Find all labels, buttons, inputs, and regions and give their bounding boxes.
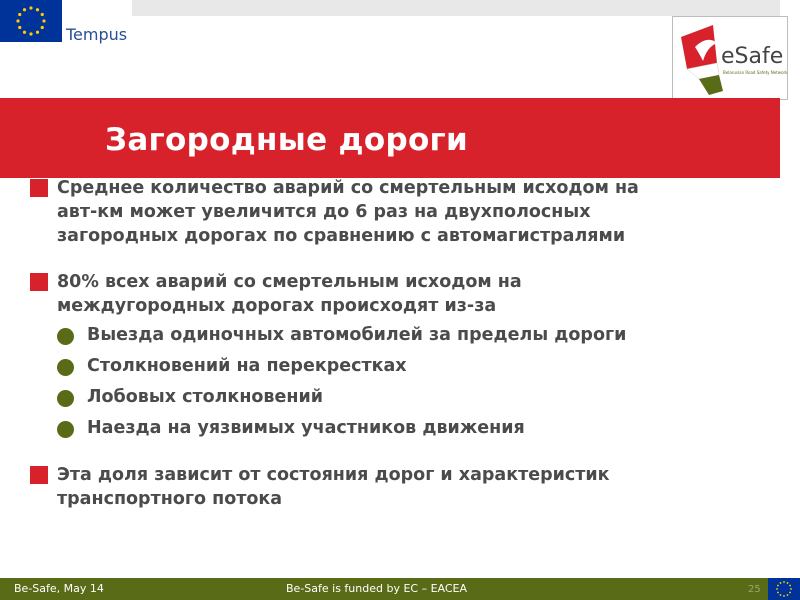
eu-star-icon: [777, 585, 779, 587]
eu-star-icon: [777, 592, 779, 594]
page-number: 25: [748, 584, 761, 595]
top-gray-strip: [132, 0, 780, 16]
bullet-square-3: [30, 466, 48, 484]
eu-star-icon: [787, 582, 789, 584]
eu-star-icon: [23, 31, 26, 34]
bullet-1-line-1: Среднее количество аварий со смертельным исходом на: [57, 178, 639, 198]
sub-bullet-circle-3: [57, 390, 74, 407]
eu-star-icon: [16, 19, 19, 22]
sub-item-2: Столкновений на перекрестках: [87, 356, 407, 376]
bullet-text-1: [57, 176, 757, 248]
eu-star-icon: [783, 581, 785, 583]
bullet-2-line-2: междугородных дорогах происходят из-за: [57, 296, 497, 316]
sub-bullet-circle-1: [57, 328, 74, 345]
sub-item-4: Наезда на уязвимых участников движения: [87, 418, 525, 438]
eu-star-icon: [29, 6, 32, 9]
tempus-label: Tempus: [66, 25, 128, 44]
sub-bullet-circle-4: [57, 421, 74, 438]
bullet-1-line-2: авт-км может увеличится до 6 раз на двухполосных: [57, 202, 591, 222]
eu-star-icon: [41, 13, 44, 16]
eu-star-icon: [787, 594, 789, 596]
bullet-text-3: [57, 463, 757, 511]
bullet-1-line-3: загородных дорогах по сравнению с автомагистралями: [57, 226, 626, 246]
bullet-2-line-1: 80% всех аварий со смертельным исходом на: [57, 272, 522, 292]
eu-star-icon: [783, 595, 785, 597]
esafe-logo-subtitle: Belarusian Road Safety Network: [723, 70, 788, 75]
sub-bullet-circle-2: [57, 359, 74, 376]
eu-flag-small-icon: [768, 578, 800, 600]
slide-title: Загородные дороги: [105, 122, 469, 158]
bullet-3-line-2: транспортного потока: [57, 489, 283, 509]
eu-star-icon: [790, 588, 792, 590]
eu-star-icon: [36, 8, 39, 11]
esafe-logo-title: eSafe: [721, 44, 784, 69]
bullet-square-1: [30, 179, 48, 197]
eu-star-icon: [780, 582, 782, 584]
eu-star-icon: [776, 588, 778, 590]
eu-star-icon: [18, 26, 21, 29]
eu-star-icon: [789, 585, 791, 587]
eu-star-icon: [780, 594, 782, 596]
eu-star-icon: [18, 13, 21, 16]
eu-star-icon: [789, 592, 791, 594]
eu-flag-icon: [0, 0, 62, 42]
esafe-logo: [672, 16, 788, 100]
bullet-text-2: [57, 270, 757, 318]
sub-item-1: Выезда одиночных автомобилей за пределы дороги: [87, 325, 627, 345]
eu-star-icon: [41, 26, 44, 29]
eu-star-icon: [42, 19, 45, 22]
eu-star-icon: [23, 8, 26, 11]
bullet-square-2: [30, 273, 48, 291]
footer-funding: Be-Safe is funded by EC – EACEA: [286, 582, 468, 595]
eu-star-icon: [36, 31, 39, 34]
footer-date: Be-Safe, May 14: [14, 582, 104, 595]
sub-item-3: Лобовых столкновений: [87, 387, 323, 407]
bullet-3-line-1: Эта доля зависит от состояния дорог и характеристик: [57, 465, 610, 485]
eu-star-icon: [29, 32, 32, 35]
